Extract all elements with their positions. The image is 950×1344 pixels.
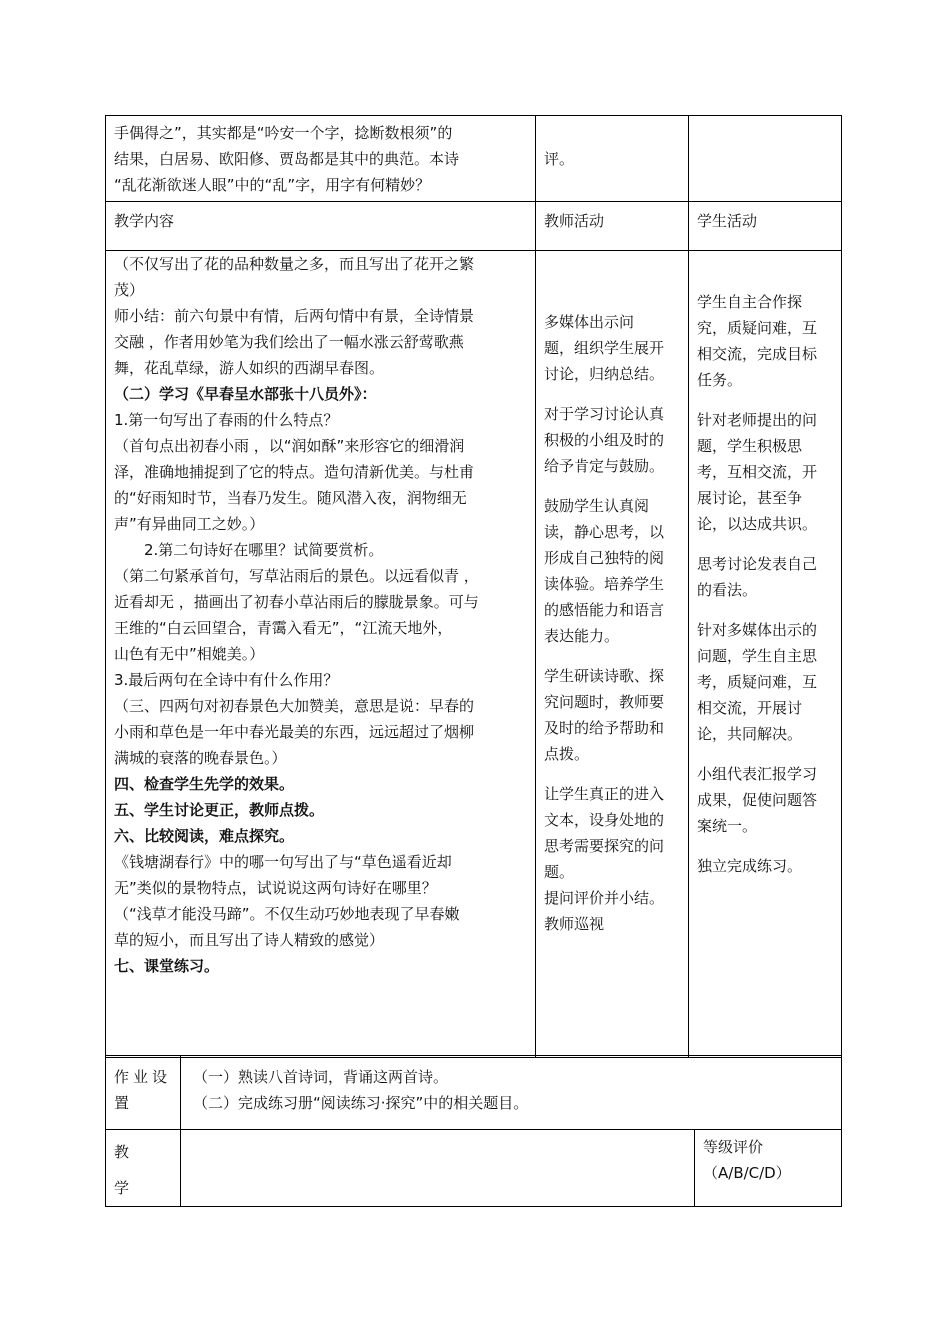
- teacher-activity-block: [544, 493, 682, 649]
- teacher-activity-block-line: 给予肯定与鼓励。: [544, 457, 665, 475]
- block-gap: [544, 767, 682, 781]
- teacher-activity-block-line: 读，静心思考，以: [544, 523, 665, 541]
- teacher-activity-block-line: 形成自己独特的阅: [544, 549, 665, 567]
- lesson-table: [105, 115, 842, 1058]
- teacher-activity-block-line: 多媒体出示问: [544, 313, 635, 331]
- content-line: 泽，准确地捕捉到了它的特点。造句清新优美。与杜甫: [114, 463, 475, 481]
- header-content-label: 教学内容: [114, 212, 175, 230]
- student-activity-block-line: 小组代表汇报学习: [697, 765, 818, 783]
- reflection-row: [106, 1130, 842, 1207]
- student-activity-block-line: 针对老师提出的问: [697, 411, 818, 429]
- block-gap: [544, 649, 682, 663]
- teacher-activity-block-line: 思考需要探究的问: [544, 837, 665, 855]
- homework-label-line: 置: [114, 1094, 130, 1112]
- content-line: 舞，花乱草绿，游人如织的西湖早春图。: [114, 359, 385, 377]
- content-line: 手偶得之”，其实都是“吟安一个字，捻断数根须”的: [114, 124, 453, 142]
- main-content-cell: [106, 251, 536, 1058]
- teacher-activity-block: [544, 663, 682, 767]
- top-content-cell: [106, 116, 536, 202]
- content-line: 王维的“白云回望合，青霭入看无”，“江流天地外，: [114, 619, 453, 637]
- content-line: 《钱塘湖春行》中的哪一句写出了与“草色遥看近却: [114, 853, 452, 871]
- header-student: [689, 202, 842, 251]
- table-row: [106, 251, 842, 1058]
- homework-row: [106, 1056, 842, 1130]
- student-activity-block-line: 任务。: [697, 371, 743, 389]
- table-row: [106, 116, 842, 202]
- homework-label-cell: [106, 1056, 181, 1130]
- rating-options: （A/B/C/D）: [703, 1164, 791, 1182]
- content-line: 2.第二句诗好在哪里？试简要赏析。: [144, 541, 384, 559]
- student-activity-block: [697, 617, 835, 747]
- top-student-cell: [689, 116, 842, 202]
- student-activity-block-line: 论，共同解决。: [697, 725, 803, 743]
- block-gap: [697, 537, 835, 551]
- teacher-activity-block: [544, 401, 682, 479]
- teacher-activity-block-line: 对于学习讨论认真: [544, 405, 665, 423]
- homework-content-cell: [181, 1056, 842, 1130]
- homework-item: （一）熟读八首诗词，背诵这两首诗。: [193, 1068, 449, 1086]
- block-gap: [697, 839, 835, 853]
- student-activity-block-line: 相交流，完成目标: [697, 345, 818, 363]
- top-teacher-text: 评。: [544, 150, 575, 168]
- student-activity-block-line: 论，以达成共识。: [697, 515, 818, 533]
- content-line: （不仅写出了花的品种数量之多，而且写出了花开之繁: [114, 255, 475, 273]
- rating-cell: [695, 1130, 842, 1207]
- block-gap: [697, 747, 835, 761]
- content-line: 七、课堂练习。: [114, 957, 220, 975]
- teacher-activity-block-line: 学生研读诗歌、探: [544, 667, 665, 685]
- table-header-row: [106, 202, 842, 251]
- teacher-activity-block-line: 题。: [544, 863, 575, 881]
- top-teacher-cell: [536, 116, 689, 202]
- student-activity-block-line: 针对多媒体出示的: [697, 621, 818, 639]
- teacher-activity-block-line: 的感悟能力和语言: [544, 601, 665, 619]
- block-gap: [697, 393, 835, 407]
- content-line: 交融 ，作者用妙笔为我们绘出了一幅水涨云舒莺歌燕: [114, 333, 464, 351]
- student-activity-block-line: 问题，学生自主思: [697, 647, 818, 665]
- teacher-activity-block-line: 表达能力。: [544, 627, 620, 645]
- content-line: （首句点出初春小雨 ，以“润如酥”来形容它的细滑润: [114, 437, 465, 455]
- student-activity-block-line: 案统一。: [697, 817, 758, 835]
- teacher-activity-block-line: 教师巡视: [544, 915, 605, 933]
- footer-table: [105, 1055, 842, 1207]
- content-line: （二）学习《早春呈水部张十八员外》：: [114, 385, 377, 403]
- student-activity-block: [697, 761, 835, 839]
- student-activity-block-line: 题，学生积极思: [697, 437, 803, 455]
- content-line: （第二句紧承首句，写草沾雨后的景色。以远看似青 ，: [114, 567, 479, 585]
- student-activity-block-line: 考，质疑问难，互: [697, 673, 818, 691]
- student-activity-block-line: 展讨论，甚至争: [697, 489, 803, 507]
- teacher-activity-block: [544, 309, 682, 387]
- content-line: 师小结：前六句景中有情，后两句情中有景，全诗情景: [114, 307, 475, 325]
- teacher-activity-block: [544, 781, 682, 937]
- teacher-activity-block-line: 讨论，归纳总结。: [544, 365, 665, 383]
- student-activity-block-line: 考，互相交流，开: [697, 463, 818, 481]
- teacher-activity-block-line: 积极的小组及时的: [544, 431, 665, 449]
- block-gap: [544, 479, 682, 493]
- reflection-content-cell: [181, 1130, 695, 1207]
- content-line: 声”有异曲同工之妙。）: [114, 515, 265, 533]
- teacher-activity-block-line: 文本，设身处地的: [544, 811, 665, 829]
- content-line: （三、四两句对初春景色大加赞美，意思是说：早春的: [114, 697, 475, 715]
- content-line: 五、学生讨论更正，教师点拨。: [114, 801, 325, 819]
- reflection-label-line: 教: [114, 1143, 130, 1161]
- teacher-activity-block-line: 究问题时，教师要: [544, 693, 665, 711]
- content-line: 的“好雨知时节，当春乃发生。随风潜入夜，润物细无: [114, 489, 467, 507]
- content-line: （“浅草才能没马蹄”。不仅生动巧妙地表现了早春嫩: [114, 905, 460, 923]
- block-gap: [544, 387, 682, 401]
- student-activity-block-line: 成果，促使问题答: [697, 791, 818, 809]
- content-line: 近看却无 ，描画出了初春小草沾雨后的朦胧景象。可与: [114, 593, 479, 611]
- rating-label: 等级评价: [703, 1138, 764, 1156]
- content-line: 满城的衰落的晚春景色。）: [114, 749, 287, 767]
- content-line: 四、检查学生先学的效果。: [114, 775, 295, 793]
- content-line: 山色有无中”相媲美。）: [114, 645, 265, 663]
- header-content: [106, 202, 536, 251]
- student-activity-block-line: 的看法。: [697, 581, 758, 599]
- teacher-activity-block-line: 鼓励学生认真阅: [544, 497, 650, 515]
- reflection-label-line: 学: [114, 1179, 130, 1197]
- header-teacher-label: 教师活动: [544, 212, 605, 230]
- student-activity-block-line: 究，质疑问难，互: [697, 319, 818, 337]
- student-activity-block: [697, 551, 835, 603]
- top-student-text: [689, 116, 841, 146]
- reflection-content: [181, 1130, 694, 1142]
- student-activity-block: [697, 853, 835, 879]
- content-line: 无”类似的景物特点，试说说这两句诗好在哪里？: [114, 879, 437, 897]
- content-line: 茂）: [114, 281, 145, 299]
- homework-label-line: 作业设: [114, 1068, 172, 1086]
- content-line: 小雨和草色是一年中春光最美的东西，远远超过了烟柳: [114, 723, 475, 741]
- student-activity-block: [697, 289, 835, 393]
- teacher-activity-block-line: 点拨。: [544, 745, 590, 763]
- block-gap: [697, 603, 835, 617]
- homework-item: （二）完成练习册“阅读练习·探究”中的相关题目。: [193, 1094, 529, 1112]
- student-activity-cell: [689, 251, 842, 1058]
- teacher-activity-block-line: 提问评价并小结。: [544, 889, 665, 907]
- content-line: 1.第一句写出了春雨的什么特点？: [114, 411, 339, 429]
- student-activity-block-line: 思考讨论发表自己: [697, 555, 818, 573]
- header-teacher: [536, 202, 689, 251]
- teacher-activity-block-line: 读体验。培养学生: [544, 575, 665, 593]
- student-activity-block: [697, 407, 835, 537]
- student-activity-block-line: 相交流，开展讨: [697, 699, 803, 717]
- student-activity-block-line: 独立完成练习。: [697, 857, 803, 875]
- header-student-label: 学生活动: [697, 212, 758, 230]
- content-line: 六、比较阅读，难点探究。: [114, 827, 295, 845]
- teacher-activity-cell: [536, 251, 689, 1058]
- teacher-activity-block-line: 及时的给予帮助和: [544, 719, 665, 737]
- teacher-activity-block-line: 题，组织学生展开: [544, 339, 665, 357]
- content-line: 3.最后两句在全诗中有什么作用？: [114, 671, 339, 689]
- content-line: “乱花渐欲迷人眼”中的“乱”字，用字有何精妙？: [114, 176, 431, 194]
- reflection-label-cell: [106, 1130, 181, 1207]
- content-line: 草的短小，而且写出了诗人精致的感觉）: [114, 931, 385, 949]
- teacher-activity-block-line: 让学生真正的进入: [544, 785, 665, 803]
- student-activity-block-line: 学生自主合作探: [697, 293, 803, 311]
- content-line: 结果，白居易、欧阳修、贾岛都是其中的典范。本诗: [114, 150, 460, 168]
